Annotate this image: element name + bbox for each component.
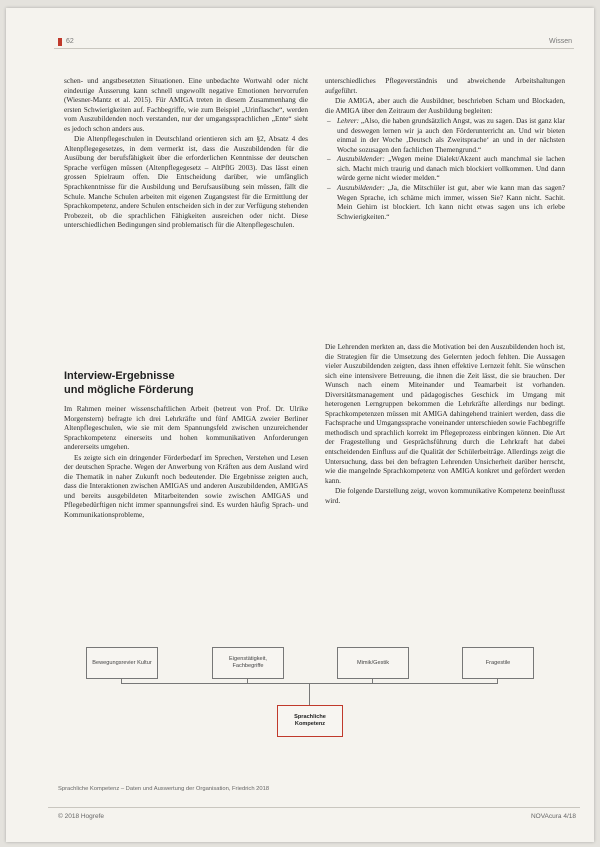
diagram-box-questions: Fragestile bbox=[462, 647, 534, 679]
header-rule bbox=[54, 48, 574, 49]
paragraph: Die Altenpflegeschulen in Deutschland orientieren sich am §2, Absatz 4 des Altenpflegegesetzes, in dem vermerkt ist, dass die Auszubildenden für die Ausübung der berufsfähigkeit über die erforderlichen Kenntnisse der deutschen Sprache verfügen müssen (Altenpflegegesetz – AltPflG 2003). Das lässt einen grossen Spielraum offen. Die Entscheidung darüber, wie umfänglich Sprachkenntnisse für die Ausbildung und Berufsausübung sein müssen, fällt die Schule. Manche Schulen arbeiten mit eigenen Zugangstest für die Ermittlung der Sprachkompetenz, andere Schulen entscheiden sich in der zur Verfügung stehenden Probezeit, ob die sprachlichen Fähigkeiten ausreichen oder nicht. Diese unterschiedlichen Bedingungen sind problematisch für die Altenpflegeschulen. bbox=[64, 134, 308, 230]
column-right-bottom bbox=[325, 342, 565, 506]
paragraph: unterschiedliches Pflegeverständnis und abweichende Arbeitshaltungen aufgeführt. bbox=[325, 76, 565, 95]
paragraph: Die folgende Darstellung zeigt, wovon kommunikative Kompetenz beeinflusst wird. bbox=[325, 486, 565, 505]
column-right-top bbox=[325, 76, 565, 221]
footer-journal: NOVAcura 4/18 bbox=[530, 813, 576, 820]
quote-item bbox=[337, 183, 565, 221]
quote-speaker: Auszubildender: bbox=[337, 154, 385, 164]
page-number: 62 bbox=[66, 38, 74, 45]
column-left-bottom bbox=[64, 404, 308, 521]
interview-quotes bbox=[325, 116, 565, 221]
section-heading bbox=[64, 369, 308, 397]
quote-speaker: Lehrer: bbox=[337, 116, 360, 126]
paragraph: Die Lehrenden merkten an, dass die Motivation bei den Auszubildenden hoch ist, die Strategien für die Umsetzung des Gelernten jedoch fehlten. Die Aussagen vieler Auszubildenden zeigten, dass ihnen effektive Lernzeit fehlt. Sie wünschen sich eine intensivere Betreuung, die ihnen die Zeit lässt, die sie brauchen. Der Wunsch nach einem Miteinander und Teamarbeit ist vorhanden. Diversitätsmanagement und pädagogisches Geschick im Umgang mit heterogenen Lerngruppen bekommen die Lehrkräfte allerdings nur bedingt. Sprachkompetenzen müssen mit AMIGA dahingehend trainiert werden, dass die Fachsprache und Umgangssprache voneinander unterschieden sowie Fachbegriffe methodisch und sprachlich korrekt im Pflegeprozess einbringen können. Die Art der Fragestellung und Gesprächsführung durch die Lehrkraft hat dabei entscheidenden Einfluss auf die Qualität der Schülerbeiträge. Allerdings zeigt die Untersuchung, dass bei den befragten Lehrenden Unsicherheit darüber herrscht, wie die mangelnde Sprachkompetenz von AMIGA konkret und gefördert werden kann. bbox=[325, 342, 565, 485]
quote-speaker: Auszubildender: bbox=[337, 183, 385, 193]
right-intro bbox=[325, 76, 565, 115]
header-section: Wissen bbox=[549, 38, 572, 45]
diagram-box-culture: Bewegungsrevier Kultur bbox=[86, 647, 158, 679]
paragraph: schen- und angstbesetzten Situationen. Eine unbedachte Wortwahl oder nicht eindeutige Äusserung kann schnell ungewollt negative Emotionen hervorrufen (Wiesner-Mantz et al. 2015). Für AMIGA treten in diesem Zusammenhang die ersten Schwierigkeiten auf. Fachbegriffe, wie zum Beispiel „Urinflasche“, werden vom Auszubildenden noch verstanden, nur der umgangssprachlichen „Ente“ sieht es jedoch schon anders aus. bbox=[64, 76, 308, 133]
column-left-top bbox=[64, 76, 308, 231]
diagram-box-language-competence: Sprachliche Kompetenz bbox=[277, 705, 343, 737]
paragraph: Im Rahmen meiner wissenschaftlichen Arbeit (betreut von Prof. Dr. Ulrike Morgenstern) befragte ich drei Lehrkräfte und fünf AMIGA zweier Berliner Altenpflegeschulen, wie sie mit dem Spannungsfeld zwischen unzureichender Sprachkompetenz einerseits und hohen kommunikativen Anforderungen andererseits umgehen. bbox=[64, 404, 308, 452]
quote-text: „Also, die haben grundsätzlich Angst, was zu sagen. Das ist ganz klar und deswegen lernen wir ja auch den Förderunterricht an. Und wir bieten einmal in der Woche ‚Deutsch als Zweitsprache‘ an und in der nächsten Woche sozusagen den fachlichen Themengrund.“ bbox=[337, 116, 565, 154]
section-heading-line-1: Interview-Ergebnisse bbox=[64, 370, 175, 382]
quote-text: „Wegen meine Dialekt/Akzent auch manchmal sie lachen sich. Macht mich traurig und danach mich blockiert vollkommen. Und dann würde gerne nicht wieder melden.“ bbox=[337, 154, 565, 183]
competence-diagram bbox=[56, 636, 562, 776]
footer-copyright: © 2018 Hogrefe bbox=[58, 813, 104, 820]
quote-text: „Ja, die Mitschüler ist gut, aber wie kann man das sagen? Wegen Sprache, ich schäme mich immer, wissen Sie? Kann nicht. Sachit. Mein Gehirn ist blockiert. Ich kann nicht etwas sagen uns ich erlebe Schwierigkeiten.“ bbox=[337, 183, 565, 221]
section-heading-line-2: und mögliche Förderung bbox=[64, 384, 194, 396]
quote-item bbox=[337, 116, 565, 154]
paragraph: Die AMIGA, aber auch die Ausbildner, beschrieben Scham und Blockaden, die AMIGA über den Zeitraum der Ausbildung begleiten: bbox=[325, 96, 565, 115]
diagram-box-terms: Eigenstätigkeit, Fachbegriffe bbox=[212, 647, 284, 679]
quote-item bbox=[337, 154, 565, 183]
footer-rule bbox=[48, 807, 580, 808]
connector-center bbox=[309, 683, 310, 705]
figure-caption: Sprachliche Kompetenz – Daten und Auswertung der Organisation, Friedrich 2018 bbox=[58, 786, 270, 792]
paragraph: Es zeigte sich ein dringender Förderbedarf im Sprechen, Verstehen und Lesen der deutschen Sprache. Wegen der Anwerbung von Kräften aus dem Ausland wird die Thematik in naher Zukunft noch bedeutender. Die Ergebnisse zeigten auch, dass die Interaktionen zwischen AMIGAS und anderen Auszubildenden, AMIGAS und bereits ausgebildeten Mitarbeitenden sowie zwischen AMIGAS und Pflegebedürftigen nicht immer spannungsfrei sind. Es wurden häufig Sprach- und Kommunikationsprobleme, bbox=[64, 452, 308, 520]
header-accent-mark bbox=[58, 38, 62, 46]
diagram-box-gestures: Mimik/Gestik bbox=[337, 647, 409, 679]
